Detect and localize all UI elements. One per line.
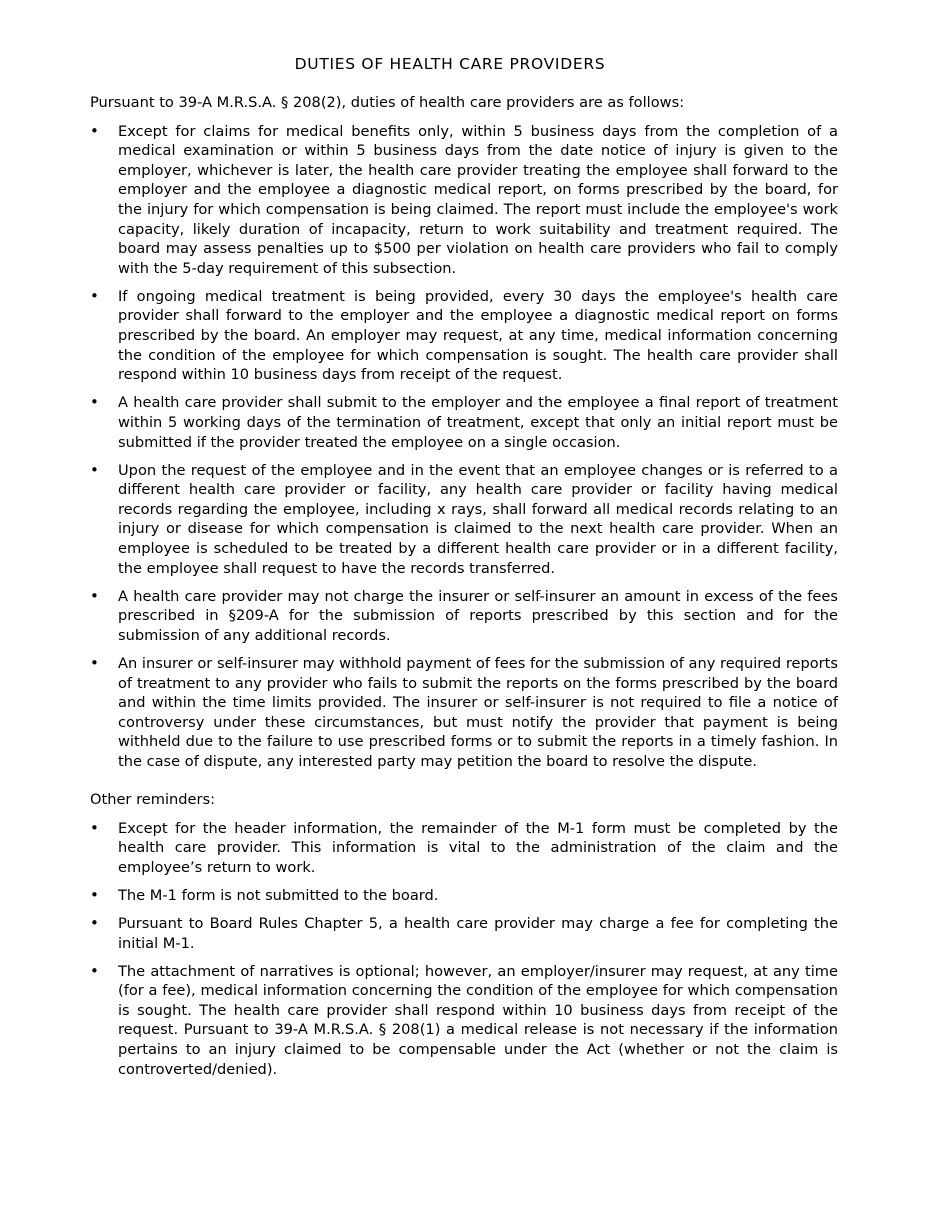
bullet-icon: • (90, 460, 99, 479)
bullet-icon: • (90, 653, 99, 672)
duty-text: Upon the request of the employee and in the event that an employee changes or is referred to a different health care provider or facility, any health care provider or facility having medical records regarding the employee, including x rays, shall forward all medical records relating to an injury or disease for which compensation is claimed to the next health care provider. When an employee is scheduled to be treated by a different health care provider or in a different facility, the employee shall request to have the records transferred. (118, 461, 838, 577)
duty-text: An insurer or self-insurer may withhold payment of fees for the submission of any required reports of treatment to any provider who fails to submit the reports on the forms prescribed by the board and within the time limits provided. The insurer or self-insurer is not required to file a notice of controversy under these circumstances, but must notify the provider that payment is being withheld due to the failure to use prescribed forms or to submit the reports in a timely fashion. In the case of dispute, any interested party may petition the board to resolve the dispute. (118, 654, 838, 770)
duties-list (90, 122, 838, 772)
reminder-item (90, 819, 838, 878)
reminder-item (90, 962, 838, 1080)
reminder-text: The M-1 form is not submitted to the board. (118, 886, 439, 904)
document-title: DUTIES OF HEALTH CARE PROVIDERS (294, 55, 606, 73)
duty-text: Except for claims for medical benefits only, within 5 business days from the completion of a medical examination or within 5 business days from the date notice of injury is given to the employer, whichever is later, the health care provider treating the employee shall forward to the employer and the employee a diagnostic medical report, on forms prescribed by the board, for the injury for which compensation is being claimed. The report must include the employee's work capacity, likely duration of incapacity, return to work suitability and treatment required. The board may assess penalties up to $500 per violation on health care providers who fail to comply with the 5-day requirement of this subsection. (118, 122, 838, 277)
document-body (90, 93, 838, 1088)
duty-text: If ongoing medical treatment is being provided, every 30 days the employee's health care provider shall forward to the employer and the employee a diagnostic medical report on forms prescribed by the board. An employer may request, at any time, medical information concerning the condition of the employee for which compensation is sought. The health care provider shall respond within 10 business days from receipt of the request. (118, 287, 838, 384)
duty-item (90, 393, 838, 452)
intro-paragraph: Pursuant to 39-A M.R.S.A. § 208(2), duties of health care providers are as follows: (90, 94, 685, 111)
bullet-icon: • (90, 913, 99, 932)
reminder-item (90, 914, 838, 953)
duty-item (90, 587, 838, 646)
bullet-icon: • (90, 818, 99, 837)
reminder-text: The attachment of narratives is optional; however, an employer/insurer may request, at any time (for a fee), medical information concerning the condition of the employee for which compensation is sought. The health care provider shall respond within 10 business days from receipt of the request. Pursuant to 39-A M.R.S.A. § 208(1) a medical release is not necessary if the information pertains to an injury claimed to be compensable under the Act (whether or not the claim is controverted/denied). (118, 962, 838, 1078)
reminder-text: Except for the header information, the remainder of the M-1 form must be completed by the health care provider. This information is vital to the administration of the claim and the employee’s return to work. (118, 819, 838, 876)
duty-item (90, 122, 838, 279)
reminder-item (90, 886, 838, 906)
bullet-icon: • (90, 586, 99, 605)
duty-item (90, 287, 838, 385)
duty-text: A health care provider shall submit to the employer and the employee a final report of treatment within 5 working days of the termination of treatment, except that only an initial report must be submitted if the provider treated the employee on a single occasion. (118, 394, 838, 451)
reminder-text: Pursuant to Board Rules Chapter 5, a health care provider may charge a fee for completing the initial M-1. (118, 914, 838, 952)
bullet-icon: • (90, 121, 99, 140)
duty-item (90, 461, 838, 579)
reminders-heading: Other reminders: (90, 791, 216, 808)
bullet-icon: • (90, 393, 99, 412)
reminders-list (90, 819, 838, 1080)
bullet-icon: • (90, 286, 99, 305)
bullet-icon: • (90, 961, 99, 980)
bullet-icon: • (90, 885, 99, 904)
section-spacer (90, 780, 838, 790)
duty-item (90, 654, 838, 772)
duty-text: A health care provider may not charge the insurer or self-insurer an amount in excess of the fees prescribed in §209-A for the submission of reports prescribed by this section and for the submission of any additional records. (118, 587, 838, 644)
